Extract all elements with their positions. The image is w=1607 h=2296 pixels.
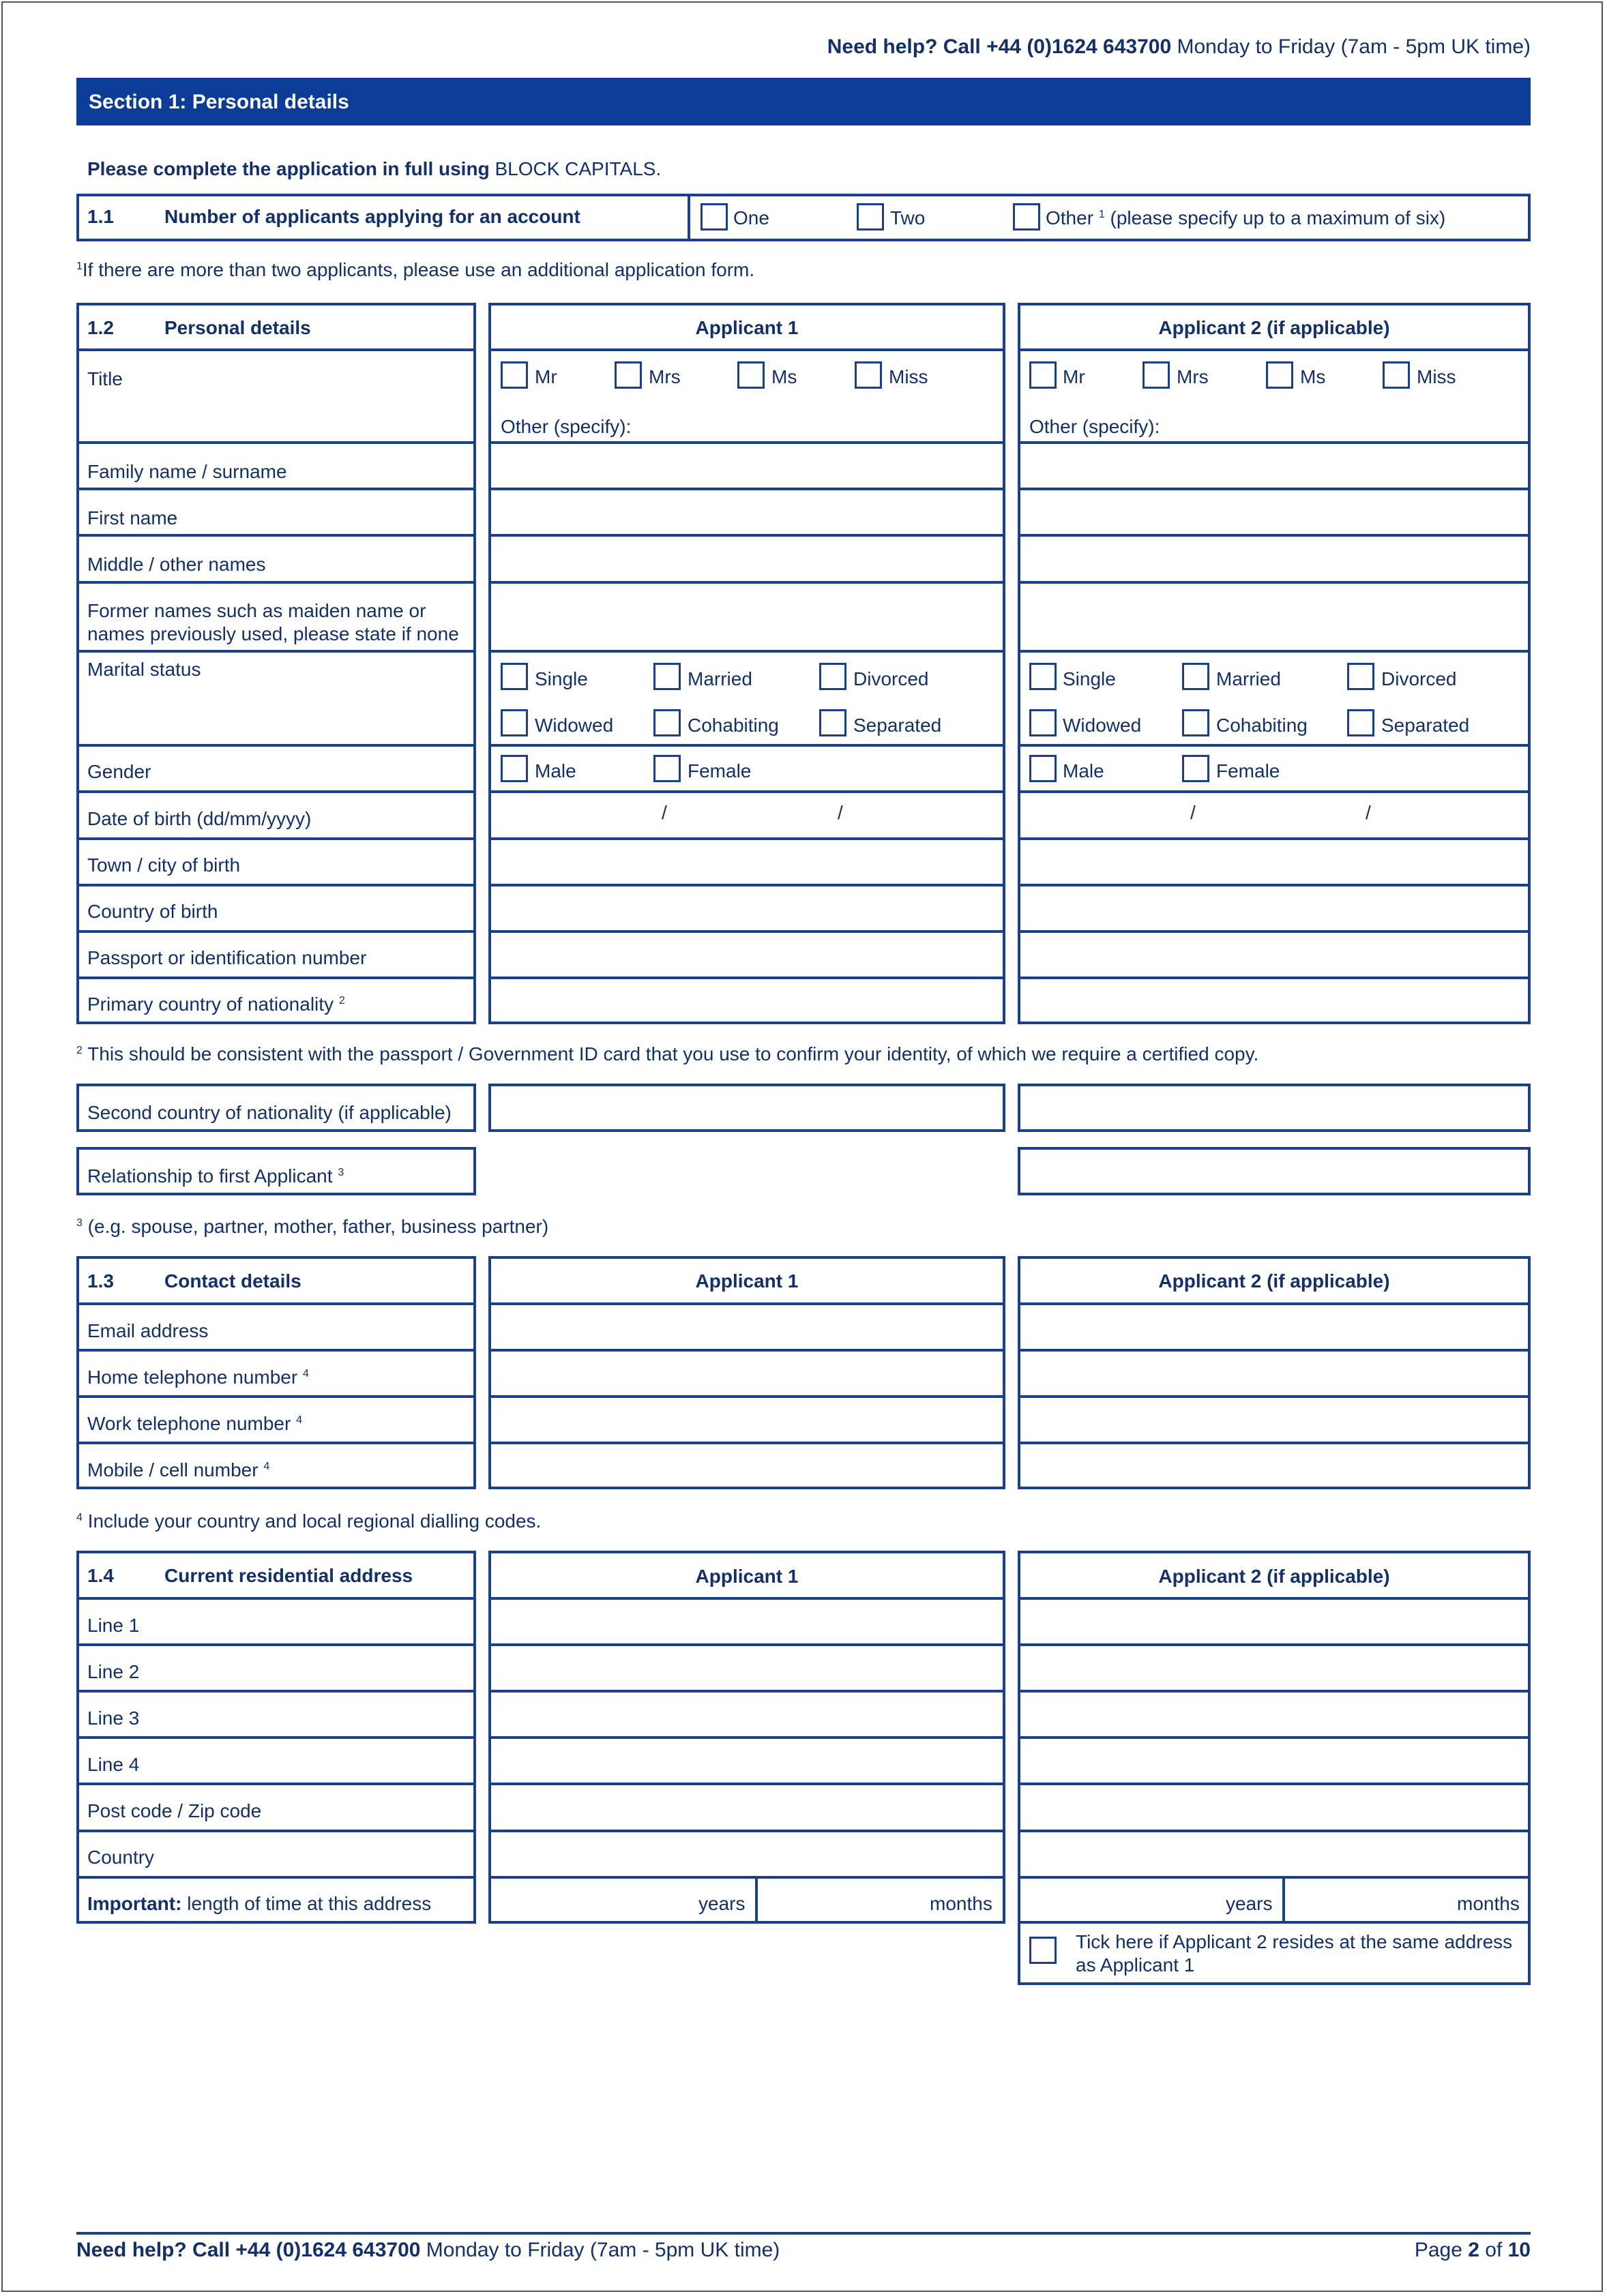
town-birth-label: Town / city of birth bbox=[87, 854, 241, 876]
footnote-3 bbox=[76, 1216, 548, 1238]
a1-passport-input[interactable] bbox=[491, 933, 1003, 976]
a1-family-name-input[interactable] bbox=[491, 444, 1003, 488]
nationality-sup: 2 bbox=[338, 995, 345, 1007]
rule bbox=[76, 488, 476, 490]
a2-title-other-label: Other (specify): bbox=[1029, 416, 1160, 437]
footnote-4-text: Include your country and local regional dialling codes. bbox=[82, 1510, 542, 1532]
applicants-two-label: Two bbox=[890, 207, 926, 228]
a2-nationality-input[interactable] bbox=[1020, 979, 1528, 1023]
footnote-2-sup: 2 bbox=[76, 1045, 83, 1056]
q13-applicant2-heading: Applicant 2 (if applicable) bbox=[1158, 1270, 1390, 1292]
a1-title-mr-checkbox[interactable] bbox=[501, 361, 528, 389]
a1-title-mr-label: Mr bbox=[535, 366, 557, 387]
relationship-label bbox=[87, 1165, 344, 1187]
a2-mobile-input[interactable] bbox=[1020, 1444, 1528, 1488]
a2-cohabiting-checkbox[interactable] bbox=[1182, 709, 1209, 736]
footnote-1-text: If there are more than two applicants, please use an additional application form. bbox=[82, 259, 755, 280]
rule bbox=[76, 581, 476, 584]
a1-dob-sep-2: / bbox=[838, 802, 843, 823]
passport-label: Passport or identification number bbox=[87, 947, 367, 968]
a2-middle-names-input[interactable] bbox=[1020, 537, 1528, 580]
a2-address-line1-input[interactable] bbox=[1020, 1600, 1528, 1643]
rule bbox=[76, 1597, 476, 1600]
other-sup: 1 bbox=[1098, 209, 1105, 220]
country-birth-label: Country of birth bbox=[87, 901, 218, 922]
a1-title-other-label: Other (specify): bbox=[501, 416, 632, 437]
rule bbox=[76, 976, 476, 979]
address-line2-label: Line 2 bbox=[87, 1661, 140, 1682]
footnote-4-sup: 4 bbox=[76, 1512, 83, 1523]
a2-home-tel-input[interactable] bbox=[1020, 1352, 1528, 1395]
mobile-sup: 4 bbox=[263, 1461, 270, 1472]
a2-first-name-input[interactable] bbox=[1020, 490, 1528, 534]
address-line4-label: Line 4 bbox=[87, 1754, 140, 1775]
page-pre: Page bbox=[1414, 2239, 1469, 2261]
rule bbox=[76, 837, 476, 840]
a2-separated-checkbox[interactable] bbox=[1347, 709, 1374, 736]
rule bbox=[488, 348, 1005, 351]
a2-months-label: months bbox=[1457, 1893, 1520, 1914]
a2-dob-sep-2: / bbox=[1366, 802, 1371, 823]
a1-dob-input[interactable] bbox=[491, 793, 1003, 837]
a2-title-mr-checkbox[interactable] bbox=[1029, 361, 1057, 389]
a2-work-tel-input[interactable] bbox=[1020, 1398, 1528, 1442]
work-tel-text: Work telephone number bbox=[87, 1413, 291, 1434]
applicants-one-label: One bbox=[733, 207, 769, 228]
footnote-1-sup: 1 bbox=[76, 260, 83, 272]
header-help bbox=[827, 35, 1531, 59]
home-tel-sup: 4 bbox=[302, 1368, 309, 1380]
a2-title-ms-checkbox[interactable] bbox=[1266, 361, 1293, 389]
page-number bbox=[1415, 2239, 1531, 2263]
instructions bbox=[87, 158, 661, 180]
rule bbox=[76, 1876, 476, 1879]
relationship-text: Relationship to first Applicant bbox=[87, 1165, 333, 1187]
applicants-two-checkbox[interactable] bbox=[857, 203, 884, 230]
q14-applicant1-heading: Applicant 1 bbox=[695, 1566, 799, 1587]
a1-female-checkbox[interactable] bbox=[653, 755, 681, 782]
a2-divorced-label: Divorced bbox=[1381, 668, 1457, 689]
relationship-sup: 3 bbox=[338, 1167, 344, 1178]
a2-widowed-checkbox[interactable] bbox=[1029, 709, 1057, 736]
a2-cohabiting-label: Cohabiting bbox=[1216, 715, 1308, 736]
a1-town-birth-input[interactable] bbox=[491, 840, 1003, 884]
rule bbox=[76, 1690, 476, 1693]
a1-country-input[interactable] bbox=[491, 1832, 1003, 1876]
other-note: (please specify up to a maximum of six) bbox=[1104, 207, 1446, 228]
a1-male-checkbox[interactable] bbox=[501, 755, 528, 782]
address-line3-label: Line 3 bbox=[87, 1708, 140, 1729]
rule bbox=[76, 441, 476, 444]
a1-first-name-input[interactable] bbox=[491, 490, 1003, 534]
a1-title-ms-label: Ms bbox=[771, 366, 797, 387]
rule bbox=[76, 1643, 476, 1646]
rule bbox=[76, 1736, 476, 1739]
footnote-4 bbox=[76, 1510, 541, 1532]
a1-dob-sep-1: / bbox=[662, 802, 667, 823]
mobile-text: Mobile / cell number bbox=[87, 1459, 259, 1480]
a2-divorced-checkbox[interactable] bbox=[1347, 663, 1374, 690]
a2-address-line3-input[interactable] bbox=[1020, 1693, 1528, 1736]
a2-email-input[interactable] bbox=[1020, 1305, 1528, 1349]
a2-postcode-input[interactable] bbox=[1020, 1785, 1528, 1829]
a2-married-checkbox[interactable] bbox=[1182, 663, 1209, 690]
page-total: 10 bbox=[1507, 2239, 1531, 2261]
instructions-post: . bbox=[655, 158, 662, 179]
rule bbox=[1018, 744, 1531, 747]
a1-title-mrs-label: Mrs bbox=[649, 366, 681, 387]
footer-help-phone: Need help? Call +44 (0)1624 643700 bbox=[76, 2239, 421, 2261]
a1-country-birth-input[interactable] bbox=[491, 886, 1003, 930]
a1-cohabiting-checkbox[interactable] bbox=[653, 709, 681, 736]
a2-family-name-input[interactable] bbox=[1020, 444, 1528, 488]
work-tel-label bbox=[87, 1413, 302, 1435]
q14-label: Current residential address bbox=[164, 1565, 413, 1586]
a2-married-label: Married bbox=[1216, 668, 1281, 689]
a1-cohabiting-label: Cohabiting bbox=[688, 715, 779, 736]
a1-years-label: years bbox=[698, 1893, 746, 1914]
former-names-label-2: names previously used, please state if none bbox=[87, 623, 459, 644]
a1-divorced-checkbox[interactable] bbox=[819, 663, 846, 690]
footnote-3-sup: 3 bbox=[76, 1217, 83, 1229]
applicants-other-checkbox[interactable] bbox=[1013, 203, 1040, 230]
a1-title-miss-label: Miss bbox=[889, 366, 928, 387]
footnote-2-text: This should be consistent with the passport / Government ID card that you use to confirm your identity, of which we require a certified copy. bbox=[82, 1043, 1259, 1064]
footer-help-hours: Monday to Friday (7am - 5pm UK time) bbox=[420, 2239, 780, 2261]
footer-help bbox=[76, 2239, 780, 2263]
a1-widowed-label: Widowed bbox=[535, 715, 614, 736]
footnote-1 bbox=[76, 259, 754, 281]
a1-widowed-checkbox[interactable] bbox=[501, 709, 528, 736]
a2-address-line4-input[interactable] bbox=[1020, 1739, 1528, 1783]
other-label-text: Other bbox=[1046, 207, 1094, 228]
rule bbox=[1018, 650, 1531, 653]
rule bbox=[76, 1830, 476, 1832]
page-mid: of bbox=[1479, 2239, 1508, 2261]
rule bbox=[76, 348, 476, 351]
mobile-label bbox=[87, 1459, 269, 1481]
q14-applicant2-heading: Applicant 2 (if applicable) bbox=[1158, 1566, 1390, 1587]
a2-single-label: Single bbox=[1063, 668, 1116, 689]
a1-email-input[interactable] bbox=[491, 1305, 1003, 1349]
a2-dob-input[interactable] bbox=[1020, 793, 1528, 837]
a2-former-names-input[interactable] bbox=[1020, 584, 1528, 649]
marital-status-label: Marital status bbox=[87, 659, 201, 680]
footnote-2 bbox=[76, 1043, 1258, 1065]
a1-female-label: Female bbox=[688, 760, 752, 781]
rule bbox=[1018, 348, 1531, 351]
a2-passport-input[interactable] bbox=[1020, 933, 1528, 976]
a2-title-ms-label: Ms bbox=[1300, 366, 1326, 387]
rule bbox=[76, 1783, 476, 1785]
q12-label: Personal details bbox=[164, 317, 311, 338]
rule bbox=[76, 884, 476, 886]
postcode-label: Post code / Zip code bbox=[87, 1800, 262, 1821]
rule bbox=[488, 744, 1005, 747]
a1-middle-names-input[interactable] bbox=[491, 537, 1003, 580]
important-text: length of time at this address bbox=[181, 1893, 432, 1914]
instructions-pre: Please complete the application in full using bbox=[87, 158, 495, 179]
rule bbox=[76, 1395, 476, 1398]
dob-label: Date of birth (dd/mm/yyyy) bbox=[87, 808, 312, 829]
rule bbox=[76, 1442, 476, 1444]
q13-number: 1.3 bbox=[87, 1270, 114, 1292]
a2-relationship-input[interactable] bbox=[1018, 1147, 1531, 1195]
nationality-text: Primary country of nationality bbox=[87, 994, 334, 1015]
q13-label: Contact details bbox=[164, 1270, 301, 1292]
rule bbox=[76, 930, 476, 933]
a1-address-line3-input[interactable] bbox=[491, 1693, 1003, 1736]
a1-postcode-input[interactable] bbox=[491, 1785, 1003, 1829]
a1-separated-checkbox[interactable] bbox=[819, 709, 846, 736]
title-label: Title bbox=[87, 368, 123, 389]
a2-title-mr-label: Mr bbox=[1063, 366, 1085, 387]
middle-names-label: Middle / other names bbox=[87, 554, 266, 575]
q12-number: 1.2 bbox=[87, 317, 114, 338]
q11-number: 1.1 bbox=[87, 206, 114, 227]
second-nationality-label: Second country of nationality (if applicable) bbox=[87, 1102, 452, 1123]
a2-second-nationality-input[interactable] bbox=[1018, 1084, 1531, 1132]
same-address-label-2: as Applicant 1 bbox=[1076, 1954, 1195, 1976]
a1-nationality-input[interactable] bbox=[491, 979, 1003, 1023]
same-address-checkbox[interactable] bbox=[1029, 1937, 1057, 1964]
a2-years-label: years bbox=[1226, 1893, 1273, 1914]
rule bbox=[76, 1349, 476, 1352]
a2-dob-sep-1: / bbox=[1190, 802, 1196, 823]
a2-country-input[interactable] bbox=[1020, 1832, 1528, 1876]
same-address-label-1: Tick here if Applicant 2 resides at the same address bbox=[1076, 1931, 1513, 1952]
email-label: Email address bbox=[87, 1320, 209, 1341]
a1-work-tel-input[interactable] bbox=[491, 1398, 1003, 1442]
country-label: Country bbox=[87, 1847, 155, 1868]
a2-title-mrs-checkbox[interactable] bbox=[1142, 361, 1170, 389]
a2-widowed-label: Widowed bbox=[1063, 715, 1142, 736]
important-label: Important: bbox=[87, 1893, 182, 1914]
rule bbox=[76, 744, 476, 747]
a1-title-mrs-checkbox[interactable] bbox=[615, 361, 642, 389]
first-name-label: First name bbox=[87, 507, 178, 528]
rule bbox=[76, 650, 476, 653]
a2-country-birth-input[interactable] bbox=[1020, 886, 1528, 930]
address-line1-label: Line 1 bbox=[87, 1615, 140, 1636]
section-title-bar bbox=[76, 78, 1531, 125]
gender-label: Gender bbox=[87, 761, 151, 782]
a1-address-line2-input[interactable] bbox=[491, 1646, 1003, 1690]
a2-title-miss-checkbox[interactable] bbox=[1383, 361, 1410, 389]
home-tel-text: Home telephone number bbox=[87, 1367, 298, 1388]
a2-title-mrs-label: Mrs bbox=[1177, 366, 1209, 387]
q12-applicant1-heading: Applicant 1 bbox=[695, 317, 799, 338]
q11-label: Number of applicants applying for an account bbox=[164, 206, 580, 227]
footer-rule bbox=[76, 2232, 1531, 2235]
nationality-label bbox=[87, 994, 345, 1015]
a1-former-names-input[interactable] bbox=[491, 584, 1003, 649]
a2-single-checkbox[interactable] bbox=[1029, 663, 1057, 690]
a1-male-label: Male bbox=[535, 760, 576, 781]
rule bbox=[76, 1302, 476, 1305]
a2-title-miss-label: Miss bbox=[1417, 366, 1456, 387]
a1-home-tel-input[interactable] bbox=[491, 1352, 1003, 1395]
a1-title-ms-checkbox[interactable] bbox=[737, 361, 765, 389]
applicants-other-label bbox=[1046, 207, 1445, 229]
q14-number: 1.4 bbox=[87, 1565, 114, 1586]
time-at-address-label bbox=[87, 1893, 431, 1915]
a1-single-checkbox[interactable] bbox=[501, 663, 528, 690]
a1-months-label: months bbox=[930, 1893, 992, 1914]
a1-married-label: Married bbox=[688, 668, 752, 689]
a1-separated-label: Separated bbox=[853, 715, 942, 736]
family-name-label: Family name / surname bbox=[87, 461, 287, 482]
page-current: 2 bbox=[1468, 2239, 1479, 2261]
a2-separated-label: Separated bbox=[1381, 715, 1470, 736]
header-help-hours: Monday to Friday (7am - 5pm UK time) bbox=[1171, 35, 1531, 58]
a1-single-label: Single bbox=[535, 668, 588, 689]
a1-address-line1-input[interactable] bbox=[491, 1600, 1003, 1643]
applicants-one-checkbox[interactable] bbox=[701, 203, 728, 230]
a1-divorced-label: Divorced bbox=[853, 668, 929, 689]
a1-address-line4-input[interactable] bbox=[491, 1739, 1003, 1783]
instructions-caps: BLOCK CAPITALS bbox=[495, 158, 656, 179]
a1-married-checkbox[interactable] bbox=[653, 663, 681, 690]
rule bbox=[76, 790, 476, 793]
a2-female-label: Female bbox=[1216, 760, 1280, 781]
a1-title-miss-checkbox[interactable] bbox=[855, 361, 882, 389]
a2-address-line2-input[interactable] bbox=[1020, 1646, 1528, 1690]
header-help-phone: Need help? Call +44 (0)1624 643700 bbox=[827, 35, 1172, 58]
a1-second-nationality-input[interactable] bbox=[488, 1084, 1005, 1132]
a1-mobile-input[interactable] bbox=[491, 1444, 1003, 1488]
footnote-3-text: (e.g. spouse, partner, mother, father, business partner) bbox=[82, 1216, 549, 1237]
q12-applicant2-heading: Applicant 2 (if applicable) bbox=[1158, 317, 1390, 338]
a2-male-checkbox[interactable] bbox=[1029, 755, 1057, 782]
former-names-label-1: Former names such as maiden name or bbox=[87, 600, 426, 621]
home-tel-label bbox=[87, 1367, 309, 1388]
rule bbox=[488, 650, 1005, 653]
rule bbox=[76, 534, 476, 537]
section-title: Section 1: Personal details bbox=[89, 91, 349, 113]
a2-male-label: Male bbox=[1063, 760, 1104, 781]
a2-female-checkbox[interactable] bbox=[1182, 755, 1209, 782]
work-tel-sup: 4 bbox=[296, 1414, 303, 1426]
a2-town-birth-input[interactable] bbox=[1020, 840, 1528, 884]
q13-applicant1-heading: Applicant 1 bbox=[695, 1270, 799, 1292]
divider bbox=[688, 194, 690, 241]
